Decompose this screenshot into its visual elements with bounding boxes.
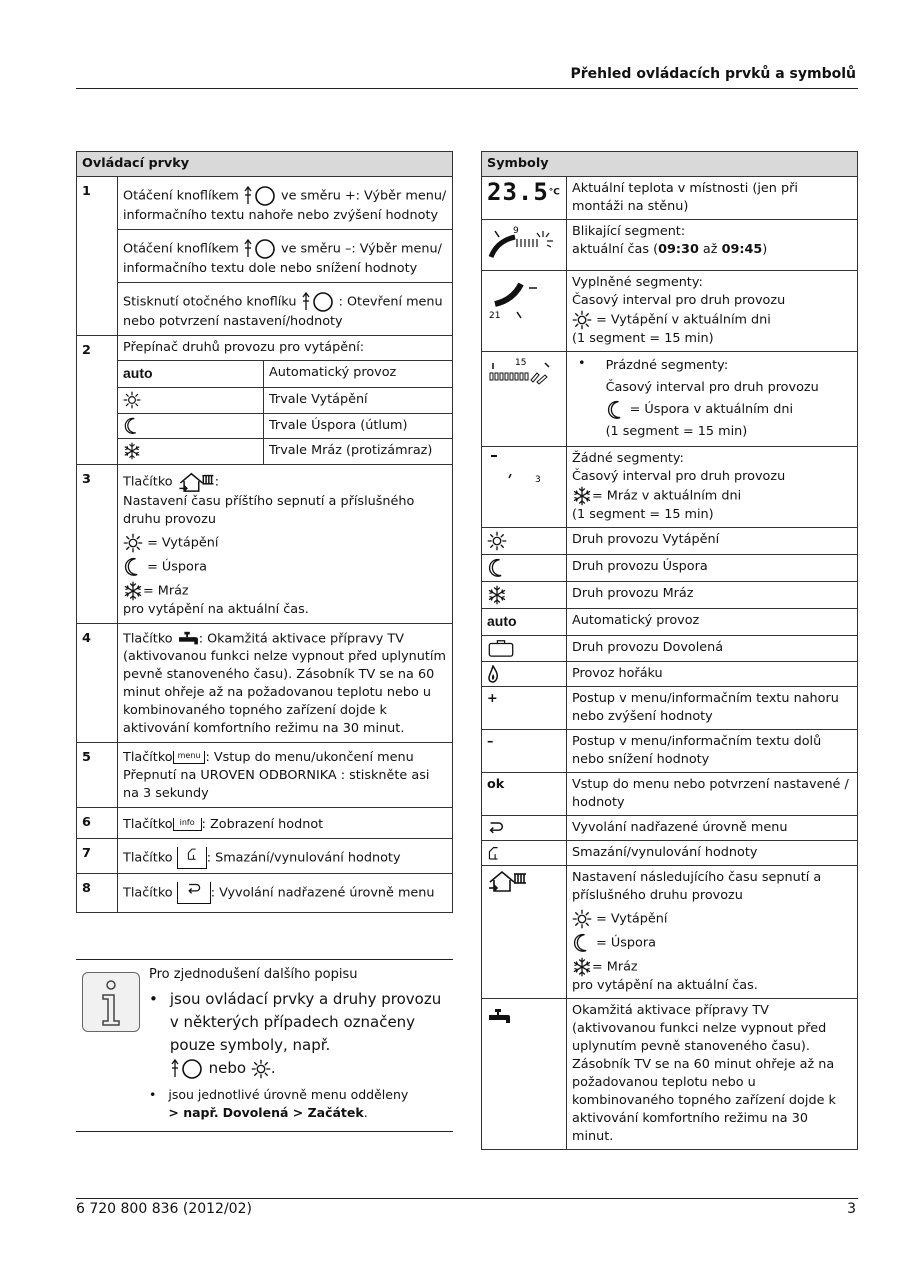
symbol-text: Časový interval pro druh provozu — [572, 469, 786, 484]
control-text: Tlačítko — [123, 885, 173, 901]
ok-icon: ok — [482, 773, 567, 816]
row-number: 7 — [77, 839, 118, 874]
clear-icon — [487, 845, 500, 860]
rotary-knob-icon — [243, 185, 277, 207]
symbol-text: (1 segment = 15 min) — [572, 507, 714, 522]
snowflake-icon — [572, 486, 592, 506]
symbol-cell — [482, 271, 567, 352]
symbol-text: aktuální čas ( — [572, 242, 659, 257]
control-text: Tlačítko — [123, 750, 173, 765]
control-hot-water — [118, 623, 453, 743]
symbol-desc: Vyvolání nadřazené úrovně menu — [567, 816, 858, 841]
control-text: = Mráz — [143, 583, 189, 598]
symbols-table — [481, 151, 858, 1150]
time-label: 3 — [535, 475, 541, 485]
symbol-text: Žádné segmenty: — [572, 451, 684, 466]
note-bullet — [149, 1086, 449, 1122]
symbol-bullet — [572, 355, 852, 443]
symbol-desc: Druh provozu Úspora — [567, 555, 858, 582]
control-text: Otáčení knoflíkem — [123, 188, 239, 204]
note-bullet-text — [170, 988, 449, 1080]
control-rotate-minus — [118, 230, 453, 283]
symbol-cell — [482, 816, 567, 841]
menu-key-icon: menu — [173, 751, 206, 764]
mode-symbol — [118, 361, 264, 388]
moon-icon — [606, 400, 626, 420]
symbol-desc: Okamžitá aktivace přípravy TV (aktivovanou funkci nelze vypnout před uplynutím pevně stanoveného času). Zásobník TV se na 60 minut ohřeje až na požadovanou teplotu nebo u kombinovaného topného zařízení dojde k aktivování komfortního režimu na 30 minut. — [567, 999, 858, 1150]
time-label: 15 — [515, 358, 527, 368]
info-icon — [82, 972, 140, 1032]
control-text: pro vytápění na aktuální čas. — [123, 601, 309, 617]
footer-rule — [76, 1198, 858, 1199]
symbol-cell — [482, 866, 567, 999]
mode-label: Automatický provoz — [264, 361, 453, 388]
row-number: 5 — [77, 743, 118, 808]
symbol-cell — [482, 220, 567, 271]
document-code: 6 720 800 836 (2012/02) — [76, 1201, 252, 1217]
moon-icon — [123, 417, 141, 435]
symbol-cell — [482, 352, 567, 447]
back-icon — [487, 820, 505, 835]
symbol-text: Nastavení následujícího času sepnutí a příslušného druhu provozu — [572, 870, 822, 903]
control-text: Stisknutí otočného knoflíku — [123, 294, 297, 310]
symbol-text: = Úspora — [596, 935, 656, 951]
symbol-desc: Automatický provoz — [567, 609, 858, 636]
bullet-dot: • — [578, 356, 586, 371]
control-clear — [118, 839, 453, 874]
temperature-unit: °C — [548, 187, 560, 198]
bullet-dot: • — [149, 990, 158, 1008]
mode-symbol — [118, 413, 264, 439]
row-number: 6 — [77, 808, 118, 839]
snowflake-icon — [572, 957, 592, 977]
auto-icon: auto — [487, 613, 517, 629]
plus-icon: + — [482, 687, 567, 730]
symbol-text: Blikající segment: — [572, 224, 686, 239]
row-number: 4 — [77, 623, 118, 743]
tap-icon — [487, 1007, 511, 1027]
control-text: Přepnutí na UROVEN ODBORNIKA : stiskněte asi na 3 sekundy — [123, 768, 430, 801]
auto-icon: auto — [123, 365, 153, 381]
symbol-text: 09:30 — [658, 242, 699, 257]
symbol-desc: Postup v menu/informačním textu dolů nebo snížení hodnoty — [567, 730, 858, 773]
blinking-segment-icon — [487, 223, 557, 261]
note-intro: Pro zjednodušení dalšího popisu — [149, 967, 358, 982]
page-number: 3 — [847, 1201, 856, 1217]
symbol-cell — [482, 636, 567, 662]
note-text: . — [270, 1059, 276, 1077]
symbol-desc — [567, 866, 858, 999]
symbol-bullet-text — [598, 355, 819, 443]
empty-segment-icon — [487, 355, 557, 391]
symbol-desc: Vstup do menu nebo potvrzení nastavené / hodnoty — [567, 773, 858, 816]
control-text: Tlačítko — [123, 850, 173, 866]
house-radiator-icon — [487, 869, 527, 893]
mode-label: Trvale Úspora (útlum) — [264, 413, 453, 439]
controls-table — [76, 151, 453, 913]
symbol-cell — [482, 841, 567, 866]
row-number: 2 — [77, 336, 118, 465]
snowflake-icon — [123, 581, 143, 601]
symbol-text: pro vytápění na aktuální čas. — [572, 978, 758, 993]
control-text: : Okamžitá aktivace přípravy TV (aktivovanou funkci nelze vypnout před uplynutím pevně stanoveného času). Zásobník TV se na 60 minut ohřeje až na požadovanou teplotu nebo u kombinovaného topného zařízení dojde k aktivování komfortního režimu na 30 minut. — [123, 631, 446, 736]
moon-icon — [572, 933, 592, 953]
symbol-text: ) — [762, 242, 768, 257]
controls-heading: Ovládací prvky — [77, 152, 453, 177]
symbol-desc: Provoz hořáku — [567, 661, 858, 687]
symbol-cell — [482, 177, 567, 220]
house-radiator-icon — [177, 471, 215, 493]
control-back — [118, 874, 453, 913]
note-bullet — [149, 988, 449, 1080]
mode-symbol — [118, 439, 264, 465]
control-text: Tlačítko — [123, 474, 173, 489]
symbol-desc — [567, 271, 858, 352]
symbol-text: 09:45 — [721, 242, 763, 257]
symbol-cell — [482, 528, 567, 555]
symbol-desc: Druh provozu Mráz — [567, 582, 858, 609]
control-text: = Vytápění — [147, 535, 219, 550]
bullet-dot: • — [149, 1087, 157, 1102]
mode-label: Trvale Vytápění — [264, 388, 453, 414]
header-rule — [76, 88, 858, 89]
control-rotate-plus — [118, 177, 453, 230]
symbol-cell — [482, 555, 567, 582]
control-text: Nastavení času příštího sepnutí a příslušného druhu provozu — [123, 493, 415, 527]
filled-segment-icon — [487, 274, 557, 324]
sun-icon — [123, 533, 143, 553]
symbol-desc: Postup v menu/informačním textu nahoru nebo zvýšení hodnoty — [567, 687, 858, 730]
symbol-desc: Smazání/vynulování hodnoty — [567, 841, 858, 866]
control-text: ve směru +: Výběr menu/ informačního textu nahoře nebo zvýšení hodnoty — [123, 188, 447, 223]
mode-label: Trvale Mráz (protizámraz) — [264, 439, 453, 465]
symbol-desc — [567, 447, 858, 528]
note-bottom-rule — [76, 1131, 453, 1132]
control-text: : Otevření menu nebo potvrzení nastavení/hodnoty — [123, 294, 443, 329]
symbol-text: = Vytápění — [596, 911, 668, 927]
control-text: ve směru –: Výběr menu/ informačního textu dole nebo snížení hodnoty — [123, 241, 442, 276]
back-key-icon — [177, 882, 211, 904]
rotary-knob-icon — [243, 238, 277, 260]
symbol-desc: Aktuální teplota v místnosti (jen při montáži na stěnu) — [567, 177, 858, 220]
moon-icon — [123, 557, 143, 577]
sun-icon — [572, 310, 592, 330]
temperature-display: 23.5 — [487, 178, 549, 206]
symbol-text: Vyplněné segmenty: — [572, 275, 703, 290]
symbol-cell — [482, 661, 567, 687]
symbol-text: Prázdné segmenty: — [605, 358, 729, 373]
no-segment-icon — [487, 450, 557, 488]
symbol-text: Časový interval pro druh provozu — [605, 380, 819, 395]
note-text: > např. — [168, 1105, 219, 1120]
symbol-desc — [567, 352, 858, 447]
control-text: : — [214, 474, 219, 489]
control-next-switch — [118, 464, 453, 623]
symbol-text: Časový interval pro druh provozu — [572, 293, 786, 308]
rotary-knob-icon — [170, 1058, 204, 1080]
minus-icon: – — [482, 730, 567, 773]
suitcase-icon — [487, 639, 515, 657]
sun-icon — [572, 909, 592, 929]
symbol-text: (1 segment = 15 min) — [605, 424, 748, 439]
control-press-knob — [118, 283, 453, 336]
control-text: : Vyvolání nadřazené úrovně menu — [210, 885, 435, 901]
control-text: Otáčení knoflíkem — [123, 241, 239, 257]
note-bullet-text — [168, 1086, 408, 1122]
symbol-desc: Druh provozu Dovolená — [567, 636, 858, 662]
symbols-heading: Symboly — [482, 152, 858, 177]
note-top-rule — [76, 959, 453, 960]
snowflake-icon — [123, 442, 141, 460]
symbol-text: až — [698, 242, 722, 257]
symbol-cell — [482, 582, 567, 609]
page-title: Přehled ovládacích prvků a symbolů — [570, 66, 856, 82]
sun-icon — [487, 531, 507, 551]
note-text: nebo — [208, 1059, 247, 1077]
symbol-text: = Mráz v aktuálním dni — [592, 488, 742, 504]
mode-symbol — [118, 388, 264, 414]
sun-icon — [123, 391, 141, 409]
note-text: Dovolená > Začátek — [222, 1105, 364, 1120]
note-text: jsou jednotlivé úrovně menu odděleny — [168, 1087, 409, 1102]
tap-icon — [177, 630, 199, 648]
control-info — [118, 808, 453, 839]
info-key-icon: info — [173, 818, 202, 831]
control-menu — [118, 743, 453, 808]
control-text: : Zobrazení hodnot — [201, 817, 324, 832]
symbol-text: = Vytápění v aktuálním dni — [596, 312, 771, 328]
row-number: 3 — [77, 464, 118, 623]
symbol-text: (1 segment = 15 min) — [572, 331, 714, 346]
symbol-cell — [482, 999, 567, 1150]
control-text: Tlačítko — [123, 631, 173, 646]
symbol-cell — [482, 447, 567, 528]
sun-icon — [251, 1059, 271, 1079]
time-label: 21 — [489, 311, 501, 321]
flame-icon — [487, 665, 499, 683]
time-label: 9 — [513, 226, 519, 236]
note-text: . — [363, 1105, 368, 1120]
moon-icon — [487, 558, 507, 578]
clear-key-icon — [177, 847, 207, 869]
symbol-cell — [482, 609, 567, 636]
symbol-text: = Mráz — [592, 959, 638, 975]
row-number: 8 — [77, 874, 118, 913]
symbol-desc: Druh provozu Vytápění — [567, 528, 858, 555]
note-box — [149, 967, 449, 1122]
control-text: = Úspora — [147, 559, 207, 574]
snowflake-icon — [487, 585, 507, 605]
note-text: jsou ovládací prvky a druhy provozu v některých případech označeny pouze symboly, např. — [169, 990, 442, 1054]
row-number: 1 — [77, 177, 118, 336]
mode-switch-title: Přepínač druhů provozu pro vytápění: — [118, 336, 453, 361]
symbol-text: = Úspora v aktuálním dni — [629, 402, 793, 417]
control-text: Tlačítko — [123, 817, 173, 832]
press-knob-icon — [301, 291, 335, 313]
symbol-desc — [567, 220, 858, 271]
control-text: : Smazání/vynulování hodnoty — [206, 850, 401, 866]
control-text: : Vstup do menu/ukončení menu — [205, 750, 414, 765]
